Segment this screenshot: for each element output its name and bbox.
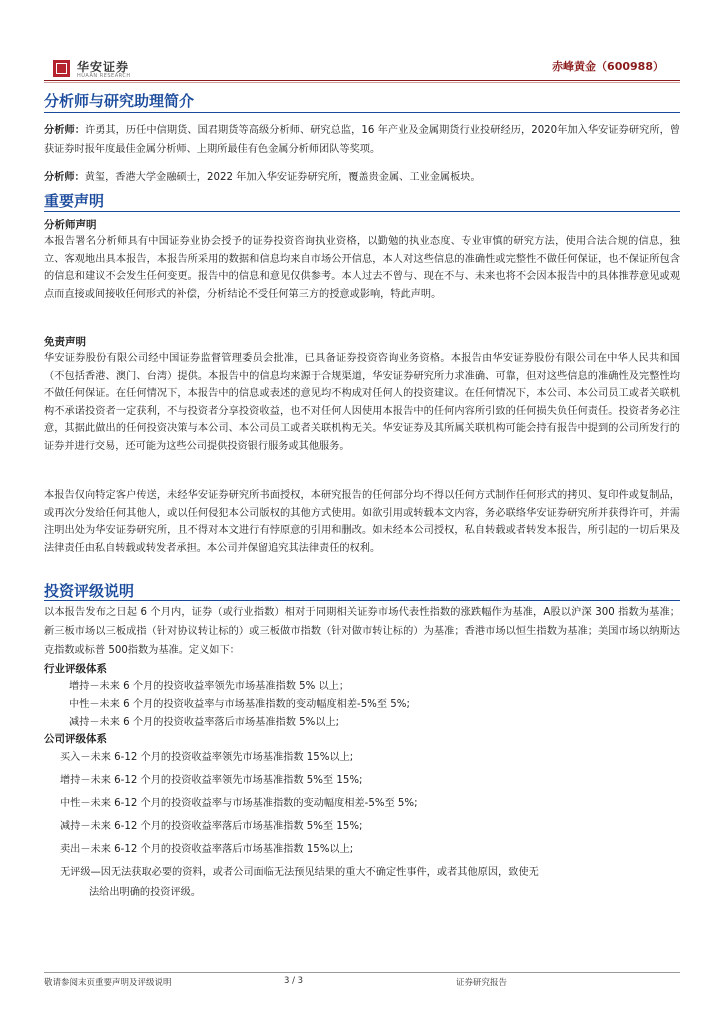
section-title-rating: 投资评级说明 xyxy=(44,582,135,600)
stock-title: 赤峰黄金（600988） xyxy=(552,60,664,73)
logo-subtext: HUAAN RESEARCH xyxy=(77,73,131,79)
exemption-text-1: 华安证券股份有限公司经中国证券监督管理委员会批准，已具备证券投资咨询业务资格。本报告由华安证券股份有限公司在中华人民共和国（不包括香港、澳门、台湾）提供。本报告中的信息均来源于合规渠道，华安证券研究所力求准确、可靠，但对这些信息的准确性及完整性均不做任何保证。在任何情况下，本报告中的信息或表述的意见均不构成对任何人的投资建议。在任何情况下，本公司、本公司员工或者关联机构不承诺投资者一定获利，不与投资者分享投资收益，也不对任何人因使用本报告中的任何内容所引致的任何损失负任何责任。投资者务必注意，其据此做出的任何投资决策与本公司、本公司员工或者关联机构无关。华安证券及其所属关联机构可能会持有报告中提到的公司所发行的证券并进行交易，还可能为这些公司提供投资银行服务或其他服务。 xyxy=(44,353,680,452)
footer-divider xyxy=(44,972,680,973)
analyst-2-label: 分析师： xyxy=(44,172,85,183)
company-rating-item: 买入－未来 6-12 个月的投资收益率领先市场基准指数 15%以上; xyxy=(60,752,354,763)
industry-rating-item: 增持－未来 6 个月的投资收益率领先市场基准指数 5% 以上； xyxy=(69,681,350,692)
analyst-1-label: 分析师： xyxy=(44,125,85,136)
analyst-2-bio xyxy=(44,168,680,187)
analyst-1-text: 许勇其，历任中信期货、国君期货等高级分析师、研究总监，16 年产业及金属期货行业投研经历，2020年加入华安证券研究所，曾获证券时报年度最佳金属分析师、上期所最佳有色金属分析师团队等奖项。 xyxy=(44,125,680,156)
analyst-statement-text: 本报告署名分析师具有中国证券业协会授予的证券投资咨询执业资格，以勤勉的执业态度、专业审慎的研究方法，使用合法合规的信息，独立、客观地出具本报告，本报告所采用的数据和信息均来自市场公开信息，本人对这些信息的准确性或完整性不做任何保证，也不保证所包含的信息和建议不会发生任何变更。报告中的信息和意见仅供参考。本人过去不曾与、现在不与、未来也将不会因本报告中的具体推荐意见或观点而直接或间接收任何形式的补偿，分析结论不受任何第三方的授意或影响，特此声明。 xyxy=(44,236,680,300)
analyst-1-bio xyxy=(44,121,680,159)
page-number: 3 / 3 xyxy=(284,976,304,986)
company-rating-item: 卖出－未来 6-12 个月的投资收益率落后市场基准指数 15%以上; xyxy=(60,844,354,855)
industry-rating-item: 减持－未来 6 个月的投资收益率落后市场基准指数 5%以上; xyxy=(69,717,340,728)
header-divider xyxy=(44,80,680,81)
rating-intro: 以本报告发布之日起 6 个月内，证券（或行业指数）相对于同期相关证券市场代表性指数的涨跌幅作为基准，A股以沪深 300 指数为基准；新三板市场以三板成指（针对协议转让标的）或三板做市指数（针对做市转让标的）为基准；香港市场以恒生指数为基准；美国市场以纳斯达克指数或标普 500指数为基准。定义如下： xyxy=(44,607,680,657)
logo-icon-inner xyxy=(56,63,67,74)
header-divider-thin xyxy=(44,82,680,83)
exemption-text-2: 本报告仅向特定客户传送，未经华安证券研究所书面授权，本研究报告的任何部分均不得以任何方式制作任何形式的拷贝、复印件或复制品，或再次分发给任何其他人，或以任何侵犯本公司版权的其他方式使用。如欲引用或转载本文内容，务必联络华安证券研究所并获得许可，并需注明出处为华安证券研究所，且不得对本文进行有悖原意的引用和删改。如未经本公司授权，私自转载或者转发本报告，所引起的一切后果及法律责任由私自转载或转发者承担。本公司并保留追究其法律责任的权利。 xyxy=(44,490,680,554)
footer-notice: 敬请参阅末页重要声明及评级说明 xyxy=(44,978,172,988)
industry-rating-title: 行业评级体系 xyxy=(44,663,107,675)
analyst-statement-title: 分析师声明 xyxy=(44,219,97,231)
footer-report-type: 证券研究报告 xyxy=(456,978,508,988)
company-rating-item: 减持－未来 6-12 个月的投资收益率落后市场基准指数 5%至 15%; xyxy=(60,821,363,832)
no-rating-line-2: 法给出明确的投资评级。 xyxy=(89,887,202,898)
section-divider xyxy=(44,211,680,212)
section-divider xyxy=(44,600,680,601)
no-rating-line-1: 无评级—因无法获取必要的资料，或者公司面临无法预见结果的重大不确定性事件，或者其他原因，致使无 xyxy=(60,867,539,878)
industry-rating-item: 中性－未来 6 个月的投资收益率与市场基准指数的变动幅度相差-5%至 5%; xyxy=(69,699,410,710)
company-rating-title: 公司评级体系 xyxy=(44,733,107,745)
analyst-2-text: 黄玺，香港大学金融硕士，2022 年加入华安证券研究所，覆盖贵金属、工业金属板块。 xyxy=(84,172,481,183)
company-rating-item: 中性－未来 6-12 个月的投资收益率与市场基准指数的变动幅度相差-5%至 5%; xyxy=(60,798,418,809)
logo-text: 华安证券 xyxy=(77,60,130,74)
company-rating-item: 增持－未来 6-12 个月的投资收益率领先市场基准指数 5%至 15%; xyxy=(60,775,363,786)
section-divider xyxy=(44,112,680,113)
exemption-title: 免责声明 xyxy=(44,336,86,348)
section-title-disclaimer: 重要声明 xyxy=(44,192,105,210)
section-title-analysts: 分析师与研究助理简介 xyxy=(44,92,195,110)
